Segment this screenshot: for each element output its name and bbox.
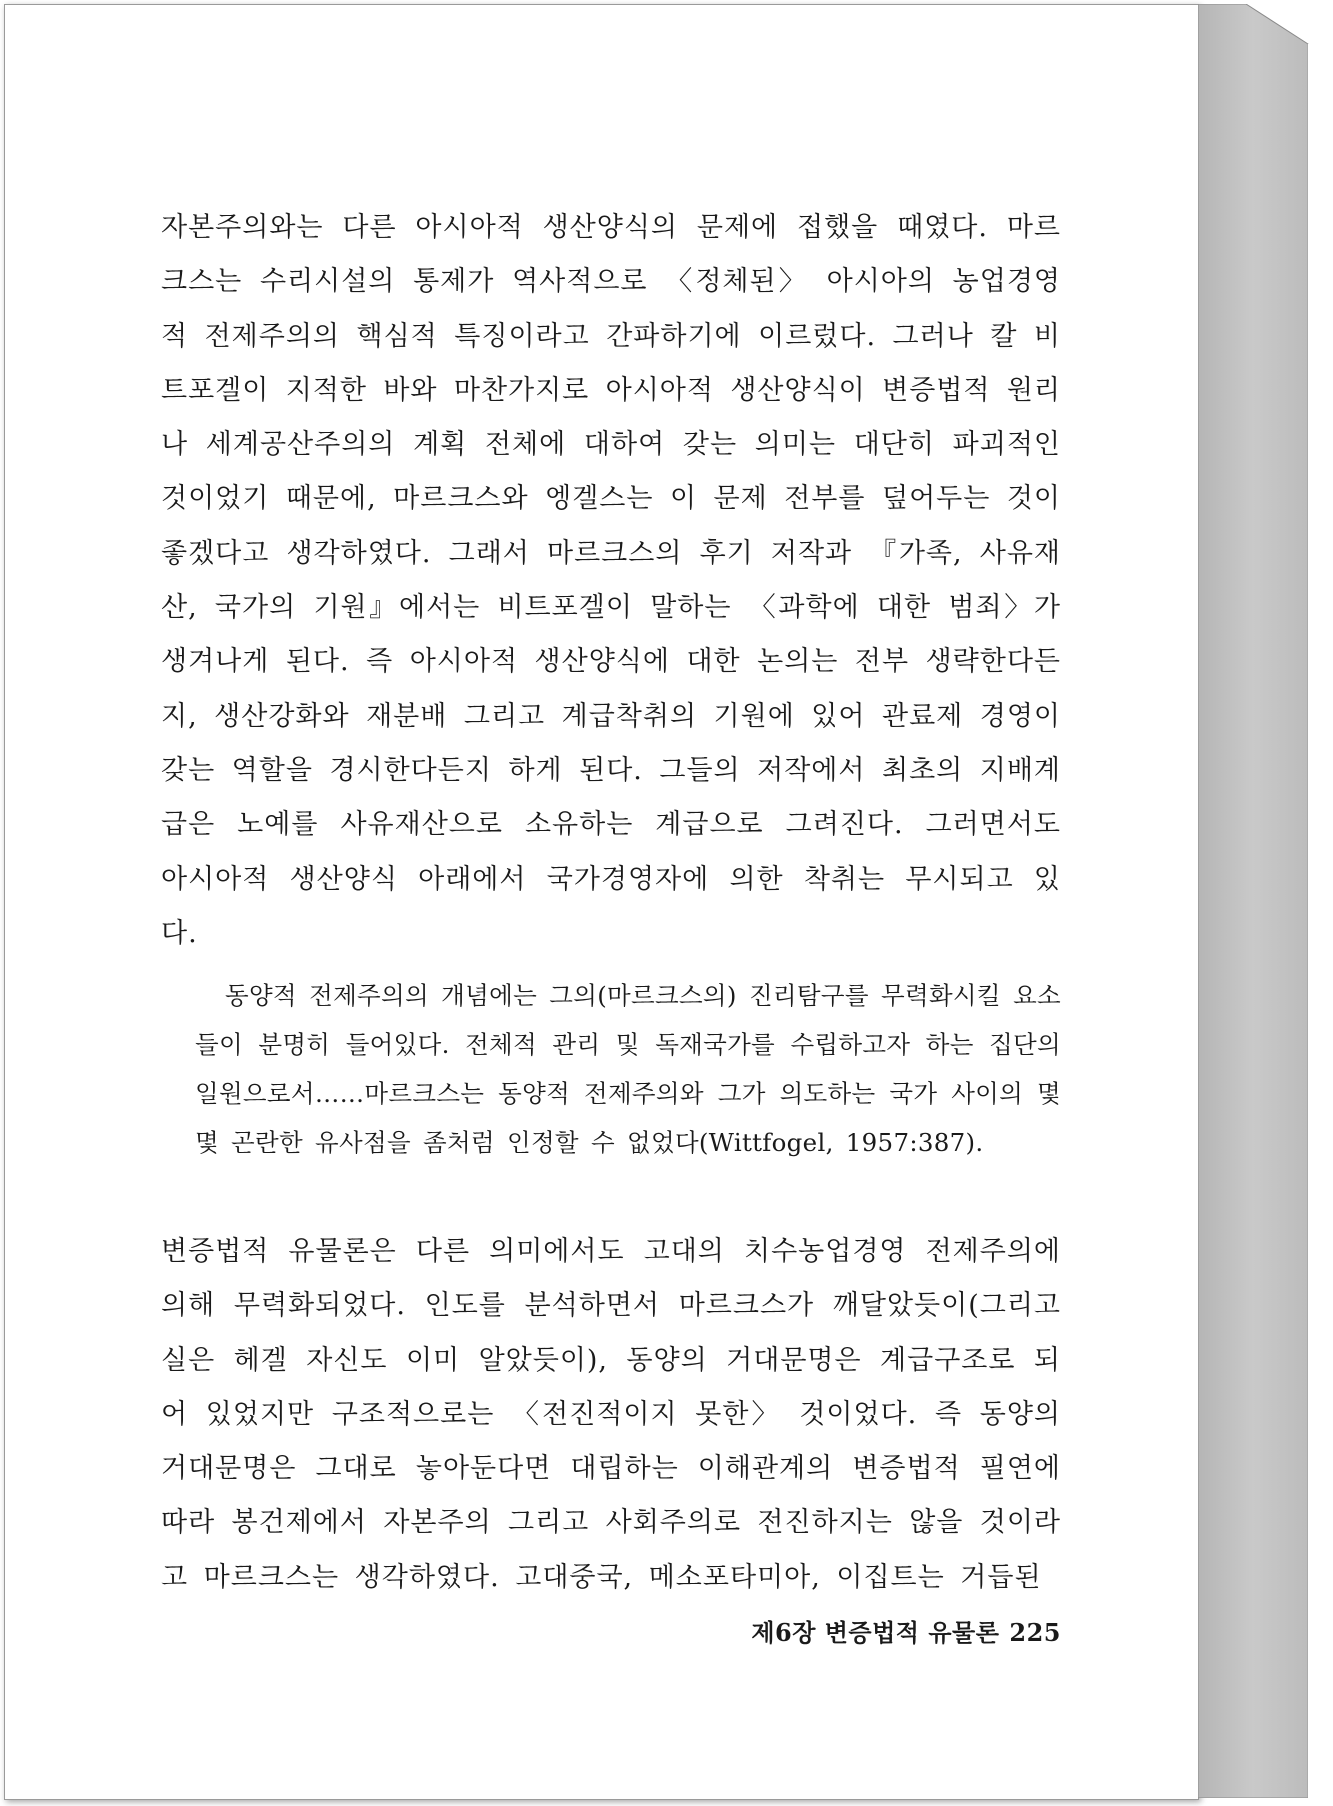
- paragraph-text: 변증법적 유물론은 다른 의미에서도 고대의 치수농업경영 전제주의에 의해 무력화되었다. 인도를 분석하면서 마르크스가 깨달았듯이(그리고 실은 헤겔 자신도 이미 알았듯이), 동양의 거대문명은 계급구조로 되어 있었지만 구조적으로는 〈전진적이지 못한〉 것이었다. 즉 동양의 거대문명은 그대로 놓아둔다면 대립하는 이해관계의 변증법적 필연에 따라 봉건제에서 자본주의 그리고 사회주의로 전진하지는 않을 것이라고 마르크스는 생각하였다. 고대중국, 메소포타미아, 이집트는 거듭된: [161, 1236, 1061, 1593]
- book-edge-graphic: [1198, 4, 1333, 1798]
- body-paragraph-2: [161, 1225, 1061, 1605]
- chapter-title: 제6장 변증법적 유물론: [751, 1618, 1000, 1647]
- page-number: 225: [1009, 1618, 1061, 1647]
- page-footer: [721, 1613, 1061, 1648]
- quote-text: 동양적 전제주의의 개념에는 그의(마르크스의) 진리탐구를 무력화시킬 요소들이 분명히 들어있다. 전체적 관리 및 독재국가를 수립하고자 하는 집단의 일원으로서……마르크스는 동양적 전제주의와 그가 의도하는 국가 사이의 몇몇 곤란한 유사점을 좀처럼 인정할 수 없었다(Wittfogel, 1957:387).: [195, 981, 1061, 1157]
- body-paragraph-1: [161, 201, 1061, 961]
- block-quote: [195, 971, 1061, 1167]
- book-edge-shading: [1198, 4, 1333, 1798]
- paragraph-text: 자본주의와는 다른 아시아적 생산양식의 문제에 접했을 때였다. 마르크스는 수리시설의 통제가 역사적으로 〈정체된〉 아시아의 농업경영적 전제주의의 핵심적 특징이라고 간파하기에 이르렀다. 그러나 칼 비트포겔이 지적한 바와 마찬가지로 아시아적 생산양식이 변증법적 원리나 세계공산주의의 계획 전체에 대하여 갖는 의미는 대단히 파괴적인 것이었기 때문에, 마르크스와 엥겔스는 이 문제 전부를 덮어두는 것이 좋겠다고 생각하였다. 그래서 마르크스의 후기 저작과 『가족, 사유재산, 국가의 기원』에서는 비트포겔이 말하는 〈과학에 대한 범죄〉가 생겨나게 된다. 즉 아시아적 생산양식에 대한 논의는 전부 생략한다든지, 생산강화와 재분배 그리고 계급착취의 기원에 있어 관료제 경영이 갖는 역할을 경시한다든지 하게 된다. 그들의 저작에서 최초의 지배계급은 노예를 사유재산으로 소유하는 계급으로 그려진다. 그러면서도 아시아적 생산양식 아래에서 국가경영자에 의한 착취는 무시되고 있다.: [161, 212, 1061, 949]
- page-face: [4, 4, 1199, 1800]
